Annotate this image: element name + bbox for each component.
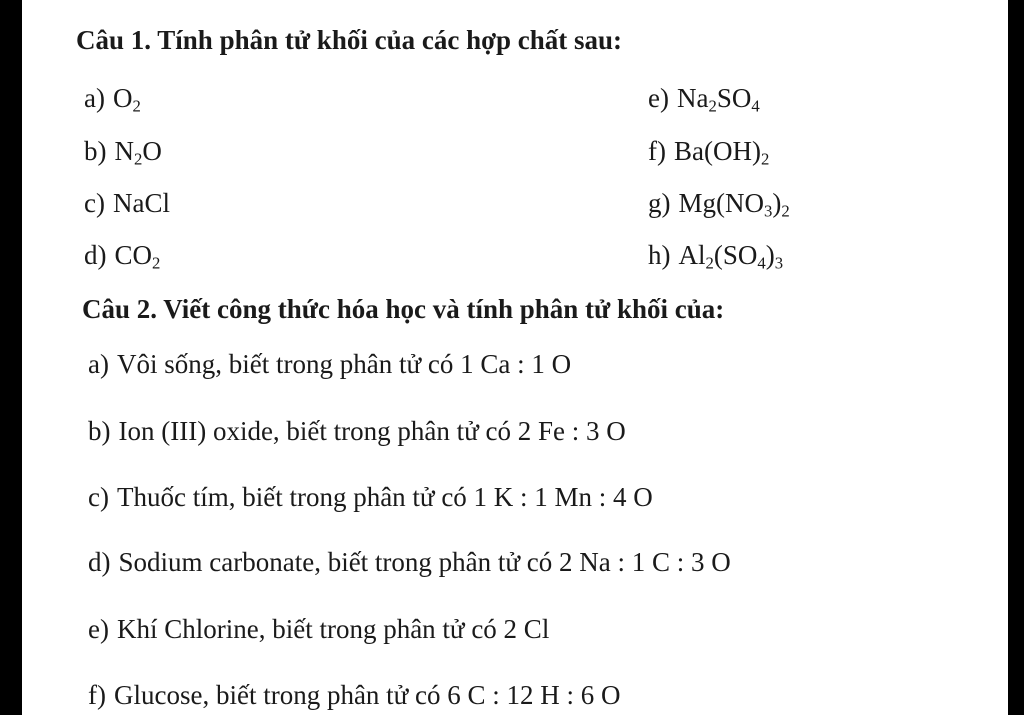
q2-item-f	[88, 682, 621, 709]
question-1-heading: Câu 1. Tính phân tử khối của các hợp chất sau:	[76, 25, 623, 55]
item-label: c)	[88, 482, 109, 512]
item-label: b)	[88, 416, 111, 446]
item-label: f)	[648, 136, 666, 166]
q1-item-c	[84, 190, 170, 217]
q2-item-a	[88, 351, 571, 378]
chemical-formula: $Ba(OH)_2$	[673, 136, 770, 169]
q1-item-e	[648, 83, 760, 116]
item-label: f)	[88, 680, 106, 710]
chemical-formula: $Al_2(SO_4)_3$	[678, 240, 784, 273]
formula-subscript: 2	[134, 149, 143, 169]
document-page	[22, 0, 1008, 715]
item-label: d)	[88, 547, 111, 577]
q1-item-g	[648, 188, 790, 221]
chemical-formula: $Mg(NO_3)_2$	[678, 188, 790, 221]
q1-item-b	[84, 136, 162, 169]
q1-item-f	[648, 136, 770, 169]
q2-item-c	[88, 484, 653, 511]
q1-item-a	[84, 83, 141, 116]
q2-item-d	[88, 549, 731, 576]
q1-item-h	[648, 240, 784, 273]
item-text: Khí Chlorine, biết trong phân tử có 2 Cl	[116, 614, 550, 644]
item-label: a)	[84, 83, 105, 113]
formula-subscript: 3	[764, 201, 773, 221]
q1-item-d	[84, 240, 161, 273]
chemical-formula: NaCl	[112, 188, 170, 218]
chemical-formula: $Na_2SO_4$	[676, 83, 760, 116]
item-text: Vôi sống, biết trong phân tử có 1 Ca : 1 O	[116, 349, 572, 379]
question-2-heading: Câu 2. Viết công thức hóa học và tính phân tử khối của:	[82, 294, 725, 324]
formula-subscript: 2	[781, 201, 790, 221]
q2-item-b	[88, 418, 626, 445]
formula-subscript: 2	[705, 253, 714, 273]
formula-subscript: 3	[774, 253, 784, 273]
item-label: c)	[84, 188, 105, 218]
item-label: a)	[88, 349, 109, 379]
item-label: h)	[648, 240, 671, 270]
formula-subscript: 4	[751, 96, 760, 116]
q2-item-e	[88, 616, 549, 643]
formula-subscript: 2	[152, 253, 161, 273]
chemical-formula: $CO_2$	[114, 240, 161, 273]
item-label: b)	[84, 136, 107, 166]
item-label: d)	[84, 240, 107, 270]
formula-subscript: 4	[757, 253, 766, 273]
item-text: Sodium carbonate, biết trong phân tử có 2 Na : 1 C : 3 O	[118, 547, 731, 577]
item-text: Glucose, biết trong phân tử có 6 C : 12 H : 6 O	[113, 680, 621, 710]
formula-subscript: 2	[760, 149, 770, 169]
item-label: e)	[648, 83, 669, 113]
formula-subscript: 2	[132, 96, 141, 116]
item-text: Ion (III) oxide, biết trong phân tử có 2 Fe : 3 O	[118, 416, 626, 446]
formula-subscript: 2	[708, 96, 717, 116]
chemical-formula: $O_2$	[112, 83, 141, 116]
item-label: g)	[648, 188, 671, 218]
chemical-formula: $N_2O$	[114, 136, 162, 169]
item-text: Thuốc tím, biết trong phân tử có 1 K : 1 Mn : 4 O	[116, 482, 653, 512]
item-label: e)	[88, 614, 109, 644]
